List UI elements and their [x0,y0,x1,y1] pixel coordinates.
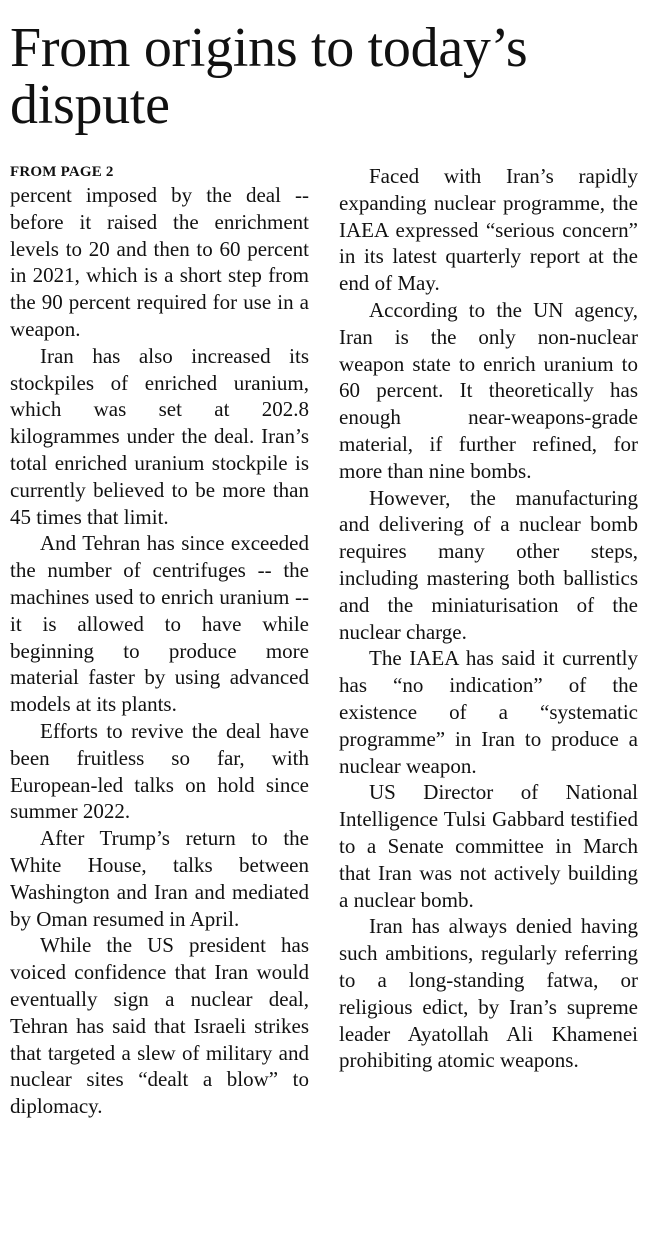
paragraph: The IAEA has said it currently has “no indication” of the existence of a “systematic programme” in Iran to produce a nuclear weapon. [339,646,638,778]
column-right [339,163,638,1243]
column-left [10,163,309,1243]
headline: From origins to today’s dispute [10,17,528,136]
paragraph: While the US president has voiced confidence that Iran would eventually sign a nuclear deal, Tehran has said that Israeli strikes that targeted a slew of military and nuclear sites “dealt a blow” to diplomacy. [10,933,309,1119]
paragraph: After Trump’s return to the White House, talks between Washington and Iran and mediated by Oman resumed in April. [10,826,309,931]
paragraph: However, the manufacturing and delivering of a nuclear bomb requires many other steps, including mastering both ballistics and the miniaturisation of the nuclear charge. [339,485,638,644]
paragraph: Iran has also increased its stockpiles of enriched uranium, which was set at 202.8 kilogrammes under the deal. Iran’s total enriched uranium stockpile is currently believed to be more than 45 times that limit. [10,343,309,529]
paragraph: Efforts to revive the deal have been fruitless so far, with European-led talks on hold since summer 2022. [10,718,309,824]
paragraph: According to the UN agency, Iran is the only non-nuclear weapon state to enrich uranium to 60 percent. It theoretically has enough near-weapons-grade material, if further refined, for more than nine bombs. [339,297,638,483]
continuation-kicker: FROM PAGE 2 [10,164,114,180]
article-body [10,163,638,1243]
paragraph: And Tehran has since exceeded the number of centrifuges -- the machines used to enrich uranium -- it is allowed to have while beginning to produce more material faster by using advanced models at its plants. [10,531,309,717]
paragraph: Iran has always denied having such ambitions, regularly referring to a long-standing fatwa, or religious edict, by Iran’s supreme leader Ayatollah Ali Khamenei prohibiting atomic weapons. [339,914,638,1073]
paragraph: US Director of National Intelligence Tulsi Gabbard testified to a Senate committee in March that Iran was not actively building a nuclear bomb. [339,780,638,912]
paragraph: Faced with Iran’s rapidly expanding nuclear programme, the IAEA expressed “serious concern” in its latest quarterly report at the end of May. [339,164,638,296]
paragraph: percent imposed by the deal -- before it raised the enrichment levels to 20 and then to 60 percent in 2021, which is a short step from the 90 percent required for use in a weapon. [10,183,309,341]
